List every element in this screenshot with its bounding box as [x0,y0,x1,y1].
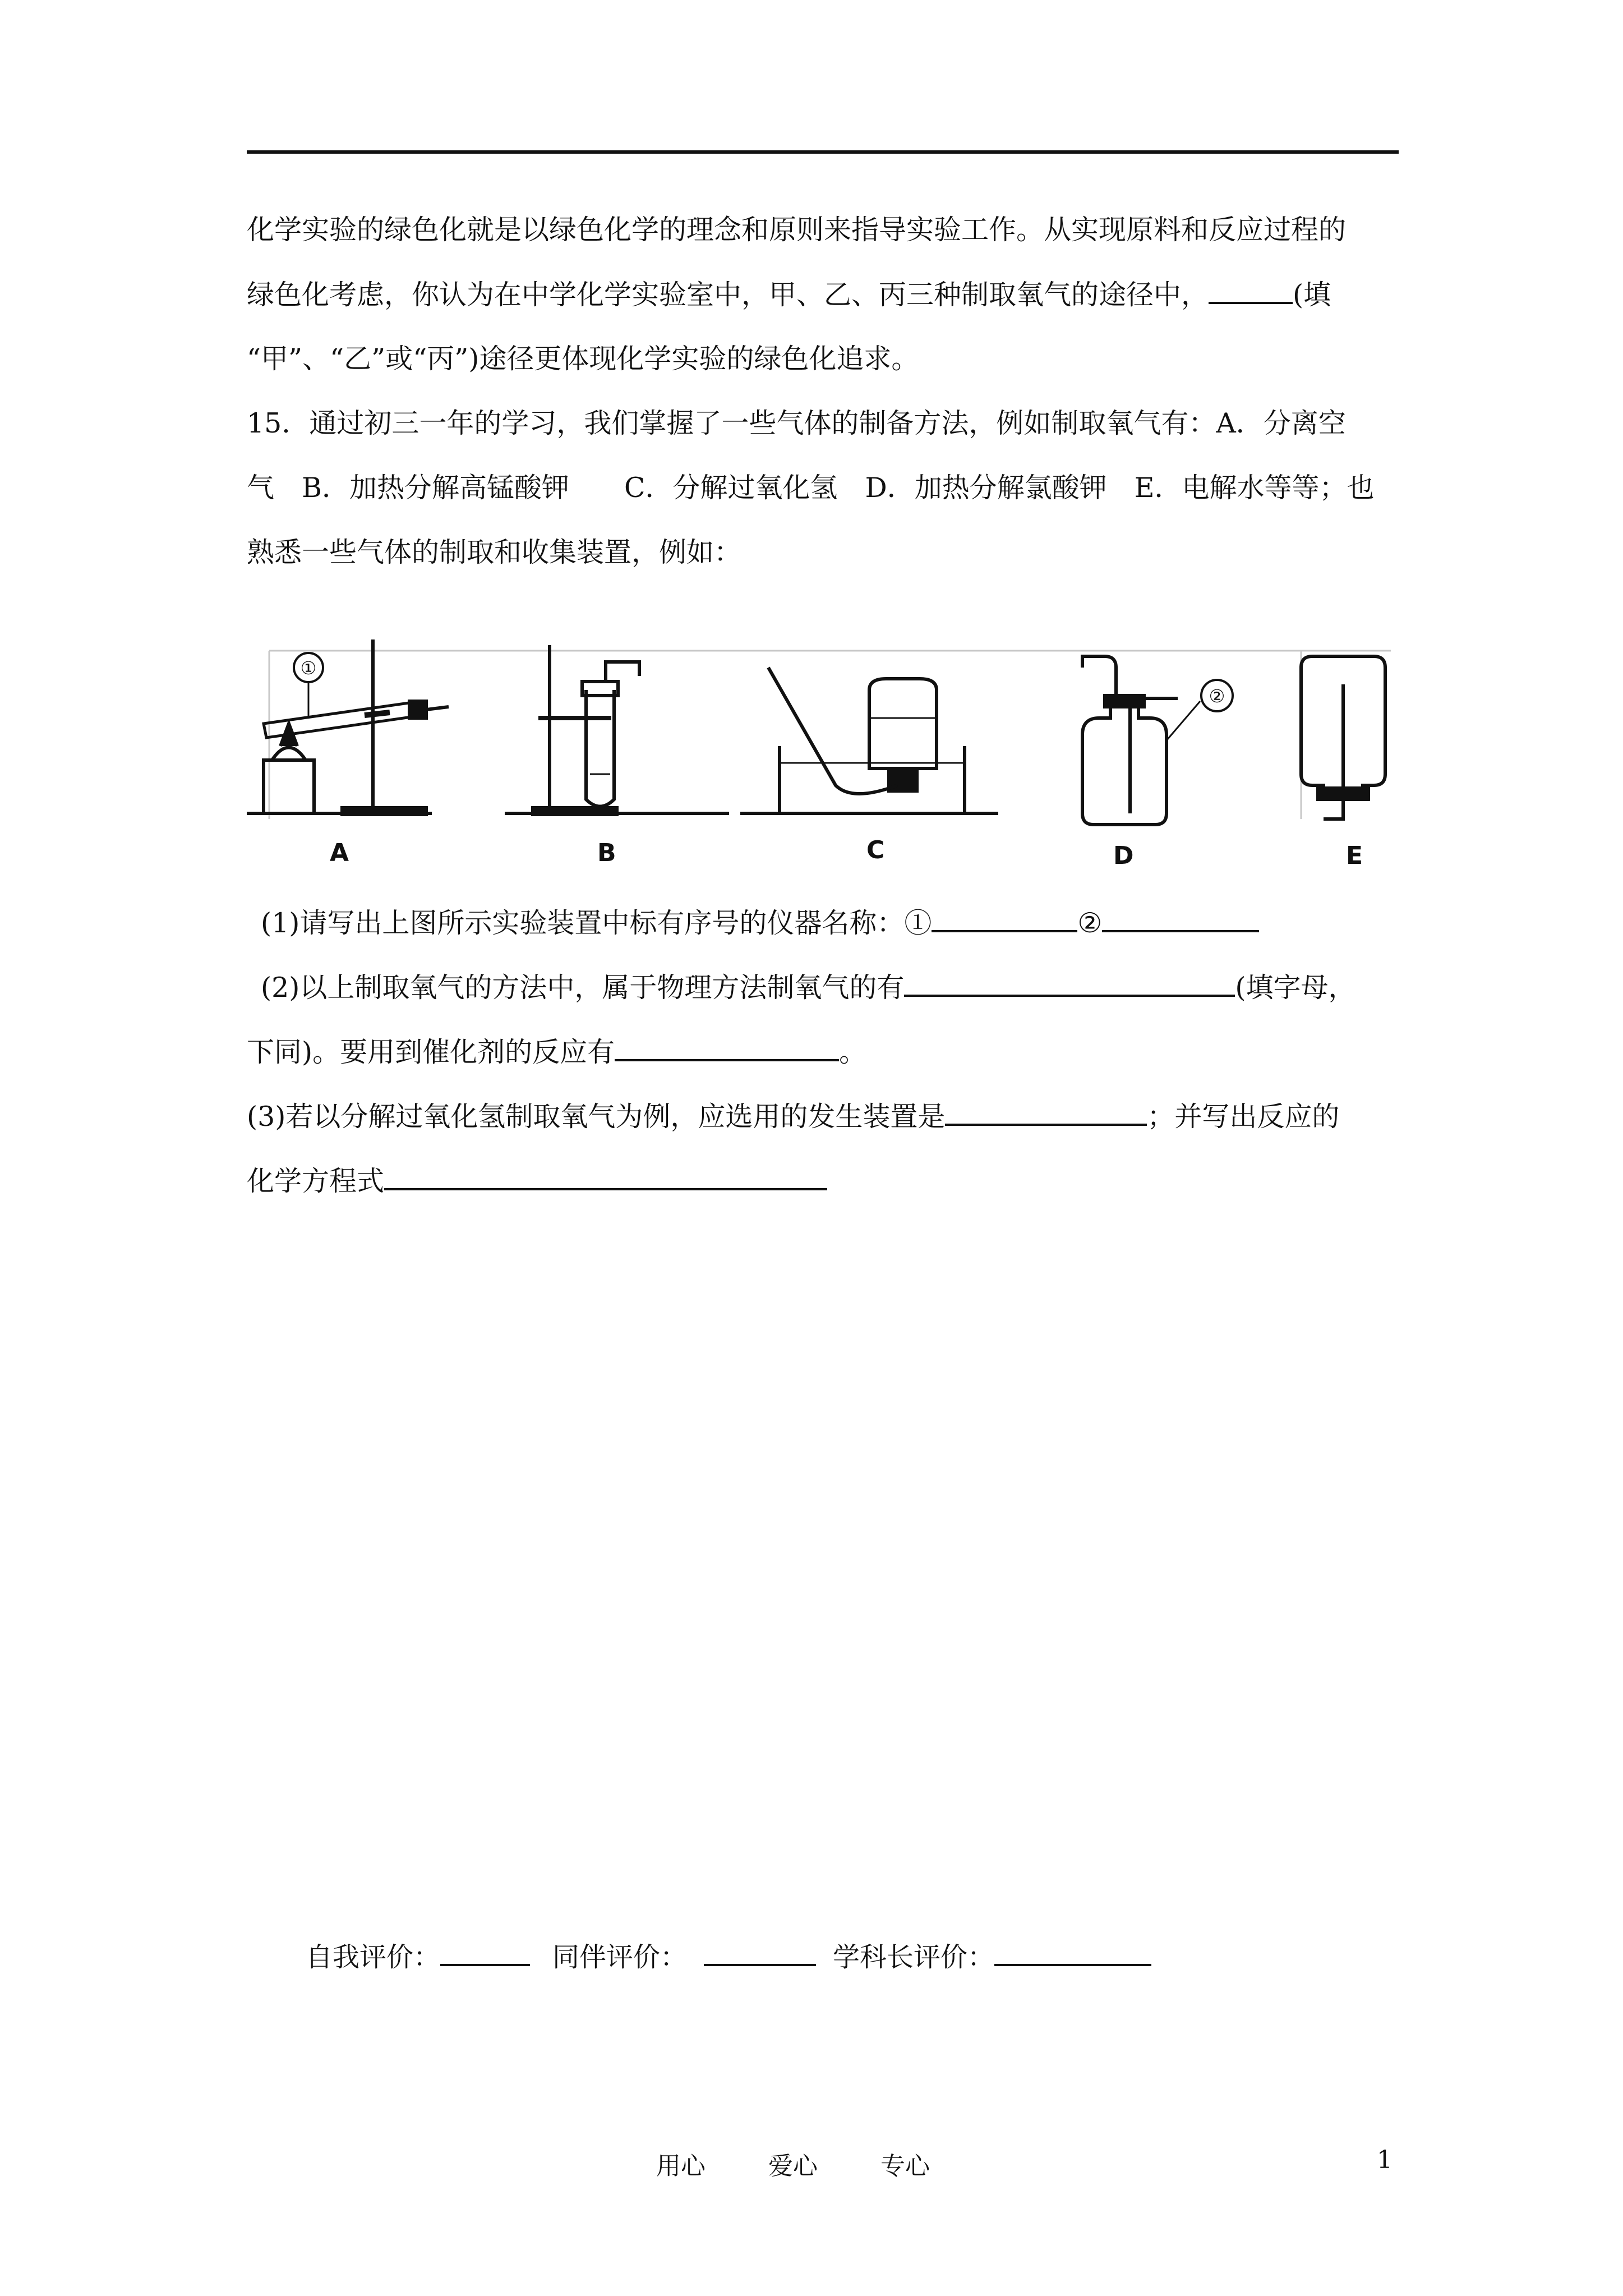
intro-text-2-after: (填 [1293,279,1331,311]
marker-1: ① [300,657,317,679]
subq-1-text: (1)请写出上图所示实验装置中标有序号的仪器名称：① [261,907,932,939]
intro-text-1: 化学实验的绿色化就是以绿色化学的理念和原则来指导实验工作。从实现原料和反应过程的 [247,214,1347,246]
label-d: D [1113,841,1134,869]
answer-blank-physical-method[interactable] [904,973,1235,997]
self-eval-blank[interactable] [440,1943,530,1966]
subq-3-text-2: 化学方程式 [247,1165,385,1197]
marker-2: ② [1209,685,1225,707]
subq-2-text-2-after: 。 [839,1036,867,1068]
leader-eval-blank[interactable] [994,1943,1151,1966]
leader-eval-label: 学科长评价： [833,1941,995,1973]
subq-3-line-2 [247,1167,1402,1195]
subq-2-after: (填字母， [1235,972,1356,1004]
subq-3-text: (3)若以分解过氧化氢制取氧气为例，应选用的发生装置是 [247,1101,946,1133]
answer-blank-route[interactable] [1209,280,1293,304]
subq-1-line [261,909,1416,937]
q15-line-3 [247,536,1402,568]
answer-blank-equation[interactable] [384,1167,827,1190]
peer-eval-label: 同伴评价： [552,1941,688,1973]
answer-blank-catalyst[interactable] [615,1038,839,1061]
subq-1-mid: ② [1077,907,1103,939]
answer-blank-instrument-2[interactable] [1102,909,1259,932]
subq-2-text-2: 下同)。要用到催化剂的反应有 [247,1036,615,1068]
header-rule [247,150,1399,154]
footer-motto-3: 专心 [880,2152,930,2180]
q15-line-1 [247,409,1402,437]
intro-line-3 [247,343,1402,375]
evaluation-row [306,1935,1151,1974]
intro-text-3: “甲”、“乙”或“丙”)途径更体现化学实验的绿色化追求。 [247,343,919,375]
intro-line-2 [247,280,1402,309]
apparatus-d [1082,656,1233,825]
answer-blank-apparatus[interactable] [945,1102,1147,1126]
label-c: C [866,836,885,864]
apparatus-b [505,645,729,815]
subq-2-text: (2)以上制取氧气的方法中，属于物理方法制氧气的有 [261,972,905,1004]
intro-text-2: 绿色化考虑，你认为在中学化学实验室中，甲、乙、丙三种制取氧气的途径中， [247,279,1209,311]
peer-eval-blank[interactable] [704,1943,816,1966]
label-b: B [597,839,616,867]
subq-3-after: ；并写出反应的 [1147,1101,1340,1133]
page-number: 1 [1377,2146,1393,2174]
footer-motto-1: 用心 [656,2152,706,2180]
intro-line-1 [247,214,1402,246]
answer-blank-instrument-1[interactable] [932,909,1077,932]
q15-text-2: 气 B．加热分解高锰酸钾 C．分解过氧化氢 D．加热分解氯酸钾 E．电解水等等；也 [247,472,1375,504]
q15-text-1: 15．通过初三一年的学习，我们掌握了一些气体的制备方法，例如制取氧气有：A．分离空 [247,407,1346,439]
footer-motto-2: 爱心 [768,2152,818,2180]
apparatus-a [247,639,449,815]
apparatus-e [1301,656,1385,819]
q15-text-3: 熟悉一些气体的制取和收集装置，例如： [247,536,742,568]
label-e: E [1346,841,1363,869]
subq-2-line [261,972,1416,1004]
apparatus-figure [247,634,1402,869]
self-eval-label: 自我评价： [306,1941,441,1973]
q15-line-2 [247,472,1402,504]
subq-3-line [247,1101,1402,1133]
label-a: A [330,839,349,867]
apparatus-c [740,668,998,813]
subq-2-line-2 [247,1038,1402,1066]
